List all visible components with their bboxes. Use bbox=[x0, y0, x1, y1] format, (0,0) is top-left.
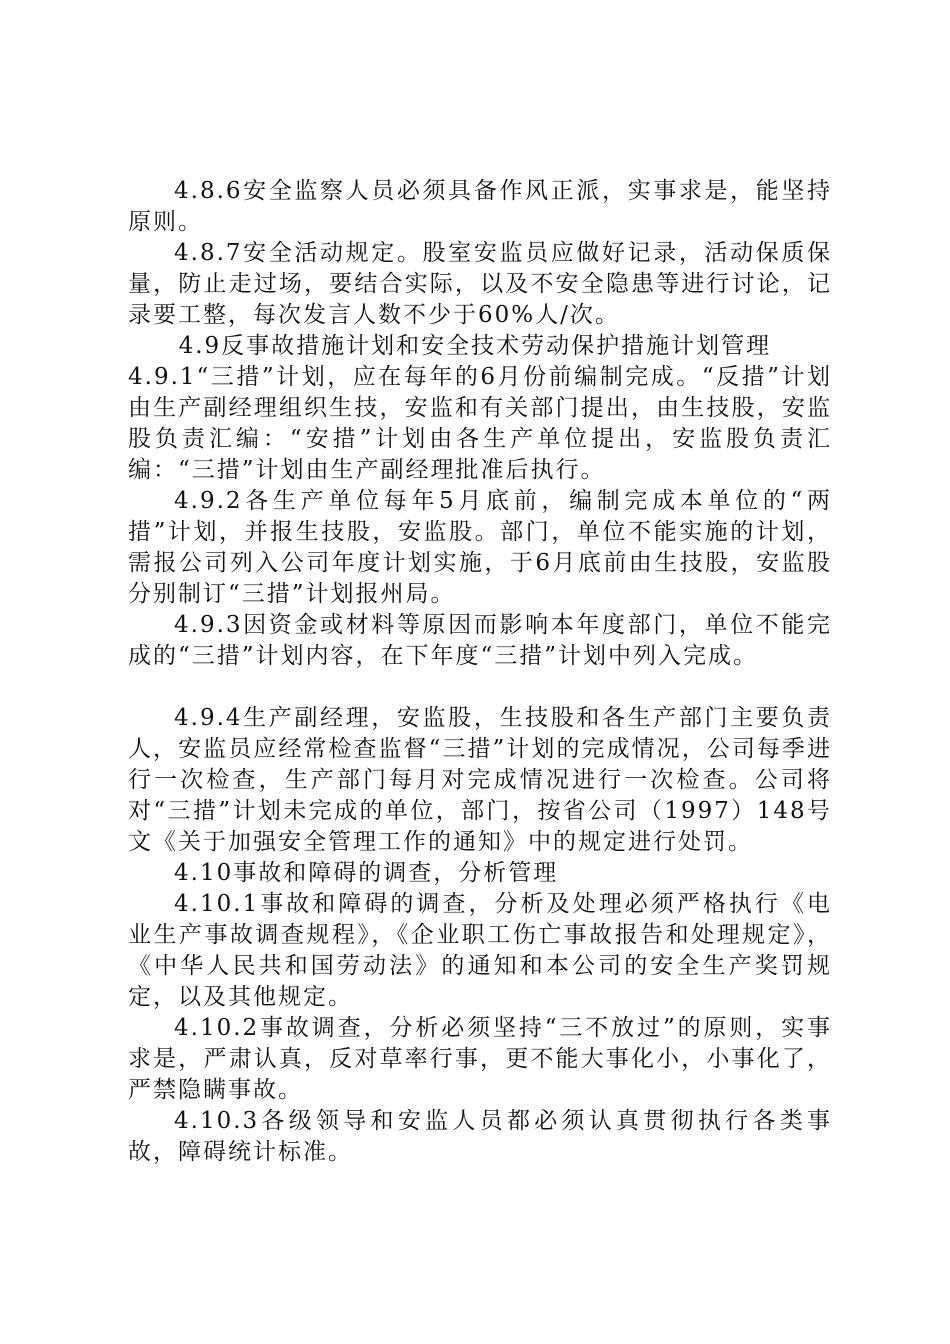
paragraph-4-9-1: 4.9.1“三措”计划，应在每年的6月份前编制完成。“反措”计划由生产副经理组织生技，安监和有关部门提出，由生技股，安监股负责汇编：“安措”计划由各生产单位提出，安监股负责汇编：“三措”计划由生产副经理批准后执行。 bbox=[128, 364, 832, 483]
paragraph-4-10-1: 4.10.1事故和障碍的调查，分析及处理必须严格执行《电业生产事故调查规程》，《企业职工伤亡事故报告和处理规定》，《中华人民共和国劳动法》的通知和本公司的安全生产奖罚规定，以及其他规定。 bbox=[128, 891, 832, 1010]
paragraph-4-10-3: 4.10.3各级领导和安监人员都必须认真贯彻执行各类事故，障碍统计标准。 bbox=[128, 1108, 832, 1165]
paragraph-4-9-4: 4.9.4生产副经理，安监股，生技股和各生产部门主要负责人，安监员应经常检查监督“三措”计划的完成情况，公司每季进行一次检查，生产部门每月对完成情况进行一次检查。公司将对“三措”计划未完成的单位，部门，按省公司（1997）148号文《关于加强安全管理工作的通知》中的规定进行处罚。 bbox=[128, 705, 832, 855]
heading-4-9: 4.9反事故措施计划和安全技术劳动保护措施计划管理 bbox=[178, 333, 772, 359]
document-page bbox=[128, 176, 832, 1168]
paragraph-4-10-2: 4.10.2事故调查，分析必须坚持“三不放过”的原则，实事求是，严肃认真，反对草率行事，更不能大事化小，小事化了，严禁隐瞒事故。 bbox=[128, 1015, 832, 1103]
blank-line bbox=[128, 672, 832, 703]
paragraph-4-9-2: 4.9.2各生产单位每年5月底前，编制完成本单位的“两措”计划，并报生技股，安监股。部门，单位不能实施的计划，需报公司列入公司年度计划实施，于6月底前由生技股，安监股分别制订“三措”计划报州局。 bbox=[128, 488, 832, 607]
heading-4-10: 4.10事故和障碍的调查，分析管理 bbox=[174, 860, 559, 886]
paragraph-4-8-7: 4.8.7安全活动规定。股室安监员应做好记录，活动保质保量，防止走过场，要结合实际，以及不安全隐患等进行讨论，记录要工整，每次发言人数不少于60%人/次。 bbox=[128, 240, 832, 328]
paragraph-4-9-3: 4.9.3因资金或材料等原因而影响本年度部门，单位不能完成的“三措”计划内容，在下年度“三措”计划中列入完成。 bbox=[128, 612, 832, 669]
paragraph-4-8-6: 4.8.6安全监察人员必须具备作风正派，实事求是，能坚持原则。 bbox=[128, 178, 832, 235]
